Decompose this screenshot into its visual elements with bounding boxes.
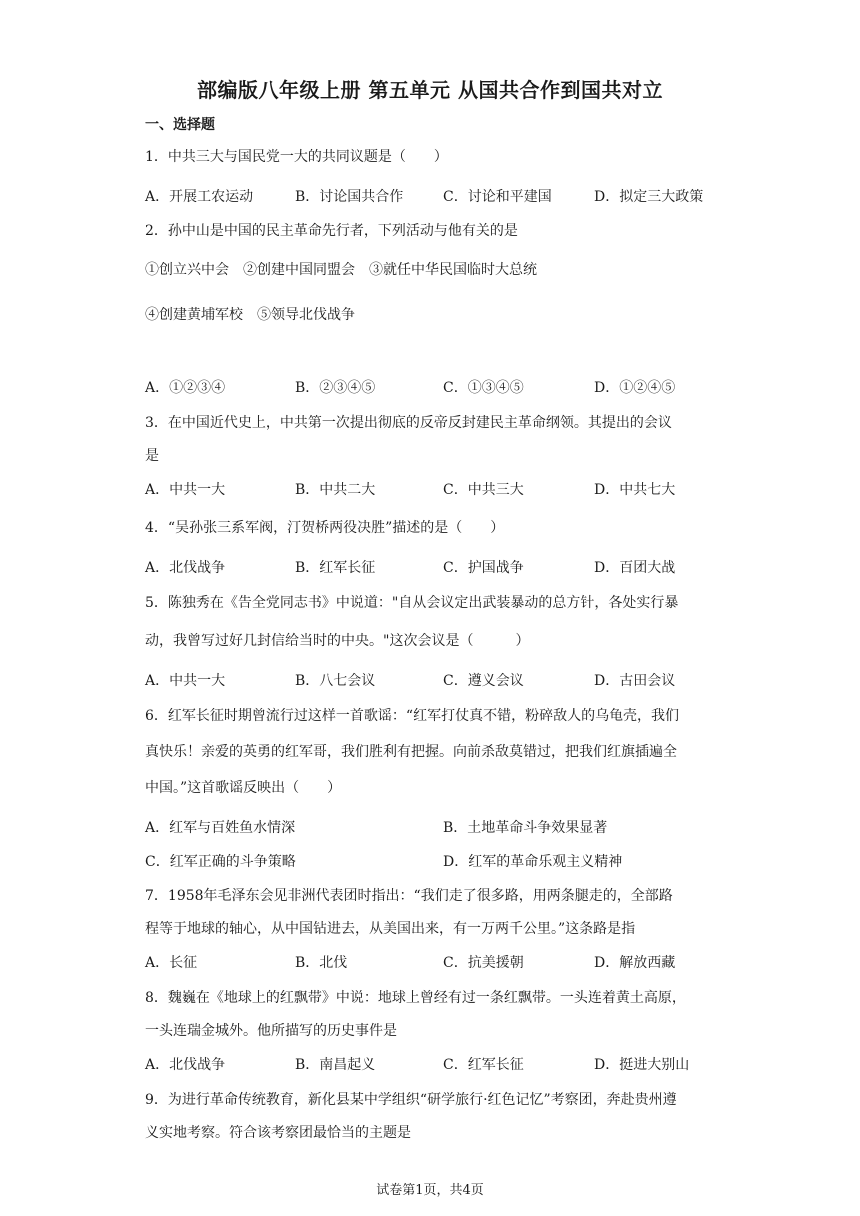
question-8-stem-line-2: 一头连瑞金城外。他所描写的历史事件是 [145,1023,397,1039]
page-title: 部编版八年级上册 第五单元 从国共合作到国共对立 [197,78,663,102]
question-1-option-c: C．讨论和平建国 [443,189,552,205]
question-3-option-c: C．中共三大 [443,482,524,498]
question-1-option-a: A．开展工农运动 [145,189,254,205]
question-4-option-b: B．红军长征 [295,560,376,576]
question-7-option-c: C．抗美援朝 [443,955,524,971]
question-3-option-b: B．中共二大 [295,482,376,498]
question-2-items-line-1: ①创立兴中会 ②创建中国同盟会 ③就任中华民国临时大总统 [145,262,537,278]
question-2-stem: 2．孙中山是中国的民主革命先行者，下列活动与他有关的是 [145,223,518,239]
question-8-stem-line-1: 8．魏巍在《地球上的红飘带》中说：地球上曾经有过一条红飘带。一头连着黄土高原， [145,990,686,1006]
question-3-option-a: A．中共一大 [145,482,226,498]
question-9-stem-line-2: 义实地考察。符合该考察团最恰当的主题是 [145,1125,411,1141]
question-7-option-d: D．解放西藏 [594,955,676,971]
question-3-stem-line-1: 3．在中国近代史上，中共第一次提出彻底的反帝反封建民主革命纲领。其提出的会议 [145,415,672,431]
question-5-option-d: D．古田会议 [594,673,676,689]
question-6-option-b: B．土地革命斗争效果显著 [443,820,608,836]
question-2-option-d: D．①②④⑤ [594,380,676,396]
question-7-stem-line-1: 7．1958年毛泽东会见非洲代表团时指出：“我们走了很多路，用两条腿走的，全部路 [145,888,673,904]
question-7-stem-line-2: 程等于地球的轴心，从中国钻进去，从美国出来，有一万两千公里。”这条路是指 [145,921,636,937]
page-footer: 试卷第1页，共4页 [376,1183,484,1198]
question-5-stem-line-1: 5．陈独秀在《告全党同志书》中说道："自从会议定出武装暴动的总方针，各处实行暴 [145,595,679,611]
question-2-option-c: C．①③④⑤ [443,380,524,396]
question-2-items-line-2: ④创建黄埔军校 ⑤领导北伐战争 [145,307,355,323]
question-5-option-b: B．八七会议 [295,673,376,689]
question-3-option-d: D．中共七大 [594,482,676,498]
question-8-option-a: A．北伐战争 [145,1057,226,1073]
question-4-stem: 4．“吴孙张三系军阀，汀贺桥两役决胜”描述的是（ ） [145,520,505,536]
question-7-option-b: B．北伐 [295,955,348,971]
question-4-option-c: C．护国战争 [443,560,524,576]
question-8-option-c: C．红军长征 [443,1057,524,1073]
question-8-option-b: B．南昌起义 [295,1057,376,1073]
question-6-stem-line-3: 中国。”这首歌谣反映出（ ） [145,780,342,796]
question-1-option-b: B．讨论国共合作 [295,189,404,205]
question-5-stem-line-2: 动，我曾写过好几封信给当时的中央。"这次会议是（ ） [145,633,530,649]
question-7-option-a: A．长征 [145,955,198,971]
question-2-option-b: B．②③④⑤ [295,380,376,396]
question-3-stem-line-2: 是 [145,448,159,464]
question-8-option-d: D．挺进大别山 [594,1057,690,1073]
question-6-option-d: D．红军的革命乐观主义精神 [443,854,623,870]
question-6-stem-line-1: 6．红军长征时期曾流行过这样一首歌谣：“红军打仗真不错，粉碎敌人的乌龟壳，我们 [145,708,680,724]
question-4-option-a: A．北伐战争 [145,560,226,576]
question-1-option-d: D．拟定三大政策 [594,189,704,205]
question-2-option-a: A．①②③④ [145,380,226,396]
question-5-option-c: C．遵义会议 [443,673,524,689]
section-heading: 一、选择题 [145,117,215,133]
question-6-option-c: C．红军正确的斗争策略 [145,854,296,870]
question-4-option-d: D．百团大战 [594,560,676,576]
question-5-option-a: A．中共一大 [145,673,226,689]
question-6-option-a: A．红军与百姓鱼水情深 [145,820,296,836]
question-9-stem-line-1: 9．为进行革命传统教育，新化县某中学组织“研学旅行·红色记忆”考察团，奔赴贵州遵 [145,1092,677,1108]
question-6-stem-line-2: 真快乐！亲爱的英勇的红军哥，我们胜利有把握。向前杀敌莫错过，把我们红旗插遍全 [145,744,677,760]
question-1-stem: 1．中共三大与国民党一大的共同议题是（ ） [145,149,448,165]
